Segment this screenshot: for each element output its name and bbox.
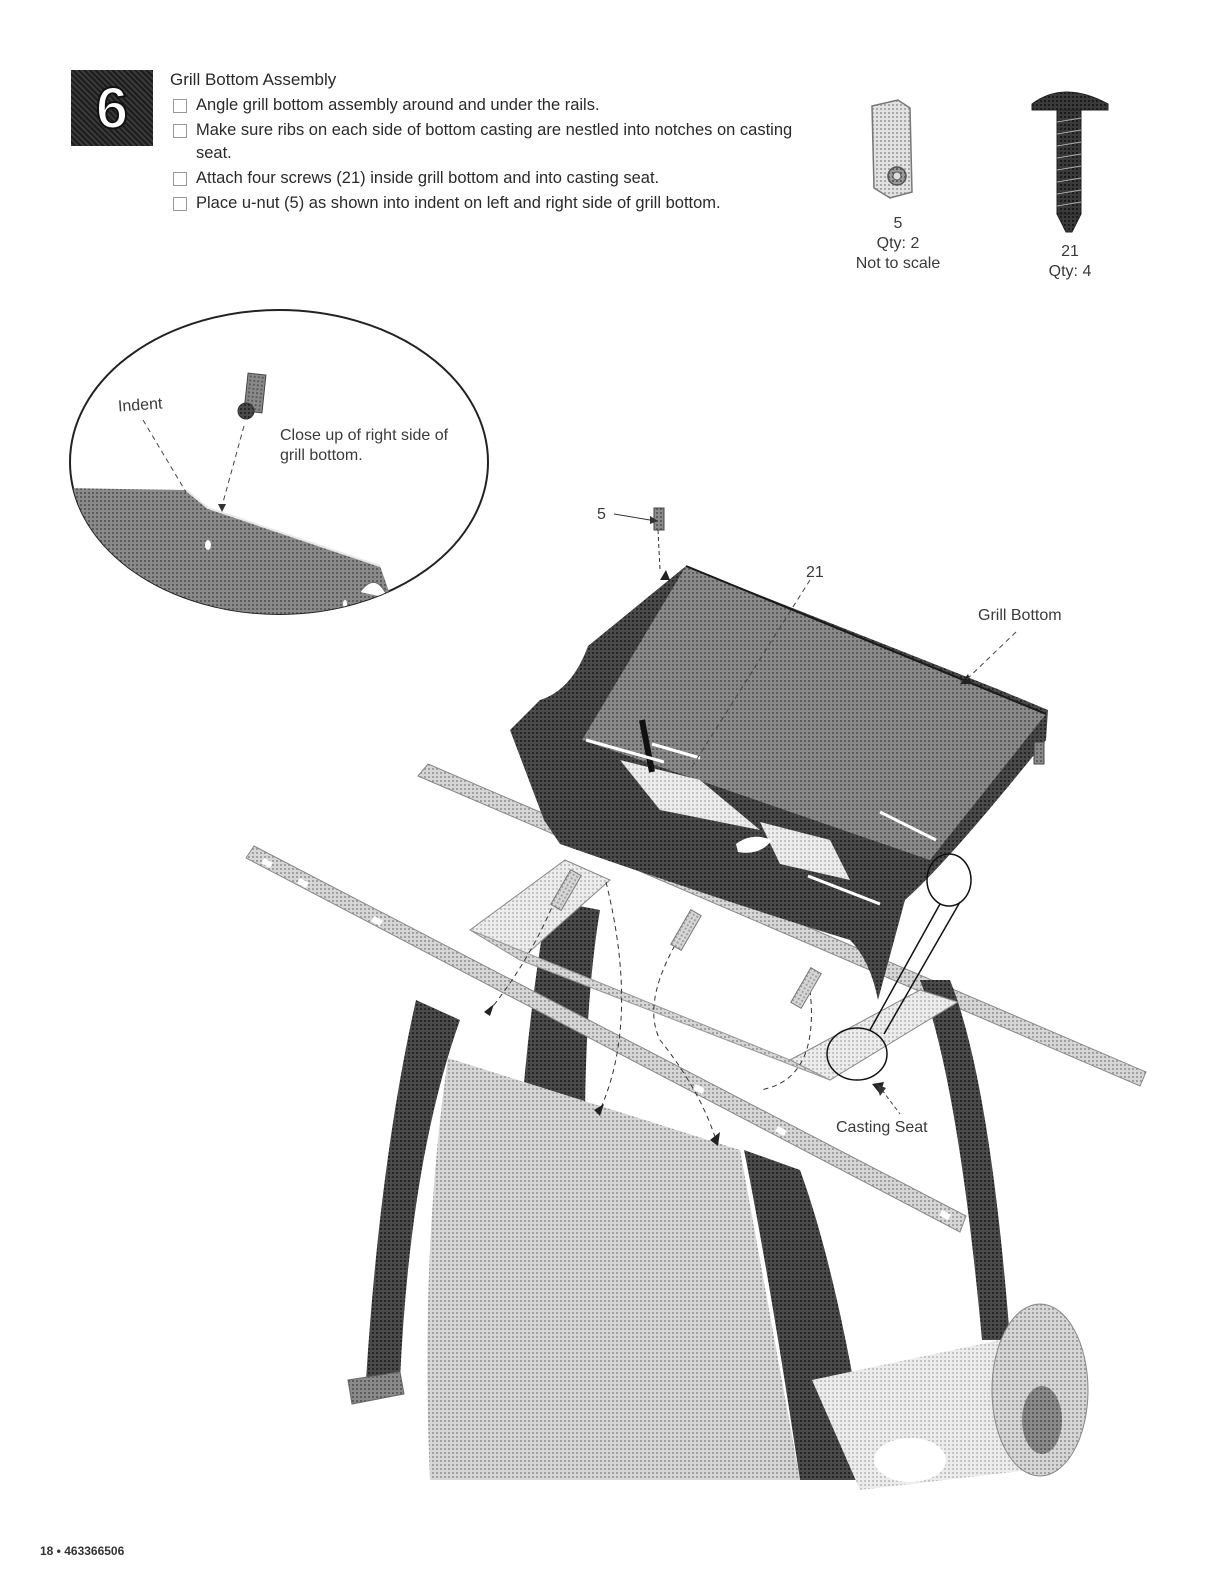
instruction-item: Make sure ribs on each side of bottom casting are nestled into notches on casting seat. (170, 119, 810, 165)
part-number: 21 (1061, 243, 1079, 260)
closeup-caption: Close up of right side of grill bottom. (280, 427, 449, 464)
part-note: Not to scale (855, 255, 941, 272)
highlight-circle (927, 854, 971, 906)
part-21-callout: 21 (806, 564, 824, 581)
instruction-item: Place u-nut (5) as shown into indent on left and right side of grill bottom. (170, 192, 810, 215)
part-5-callout: 5 (597, 506, 606, 523)
wheel (992, 1304, 1088, 1476)
part-quantity: Qty: 2 (876, 235, 920, 252)
unut-icon-right (1034, 742, 1044, 764)
unut-icon-top (654, 508, 664, 570)
bottom-shelf (427, 1058, 1030, 1490)
leg-foot (348, 1372, 404, 1404)
indent-label: Indent (117, 395, 163, 416)
casting-seat-label: Casting Seat (836, 1119, 928, 1136)
instruction-item: Attach four screws (21) inside grill bottom and into casting seat. (170, 167, 810, 190)
grill-bottom-label: Grill Bottom (978, 607, 1062, 624)
page-footer: 18 • 463366506 (40, 1544, 125, 1558)
part-number: 5 (893, 215, 903, 232)
instruction-item: Angle grill bottom assembly around and under the rails. (170, 94, 810, 117)
step-title: Grill Bottom Assembly (170, 70, 337, 89)
part-quantity: Qty: 4 (1048, 263, 1092, 280)
step-number: 6 (95, 75, 129, 141)
